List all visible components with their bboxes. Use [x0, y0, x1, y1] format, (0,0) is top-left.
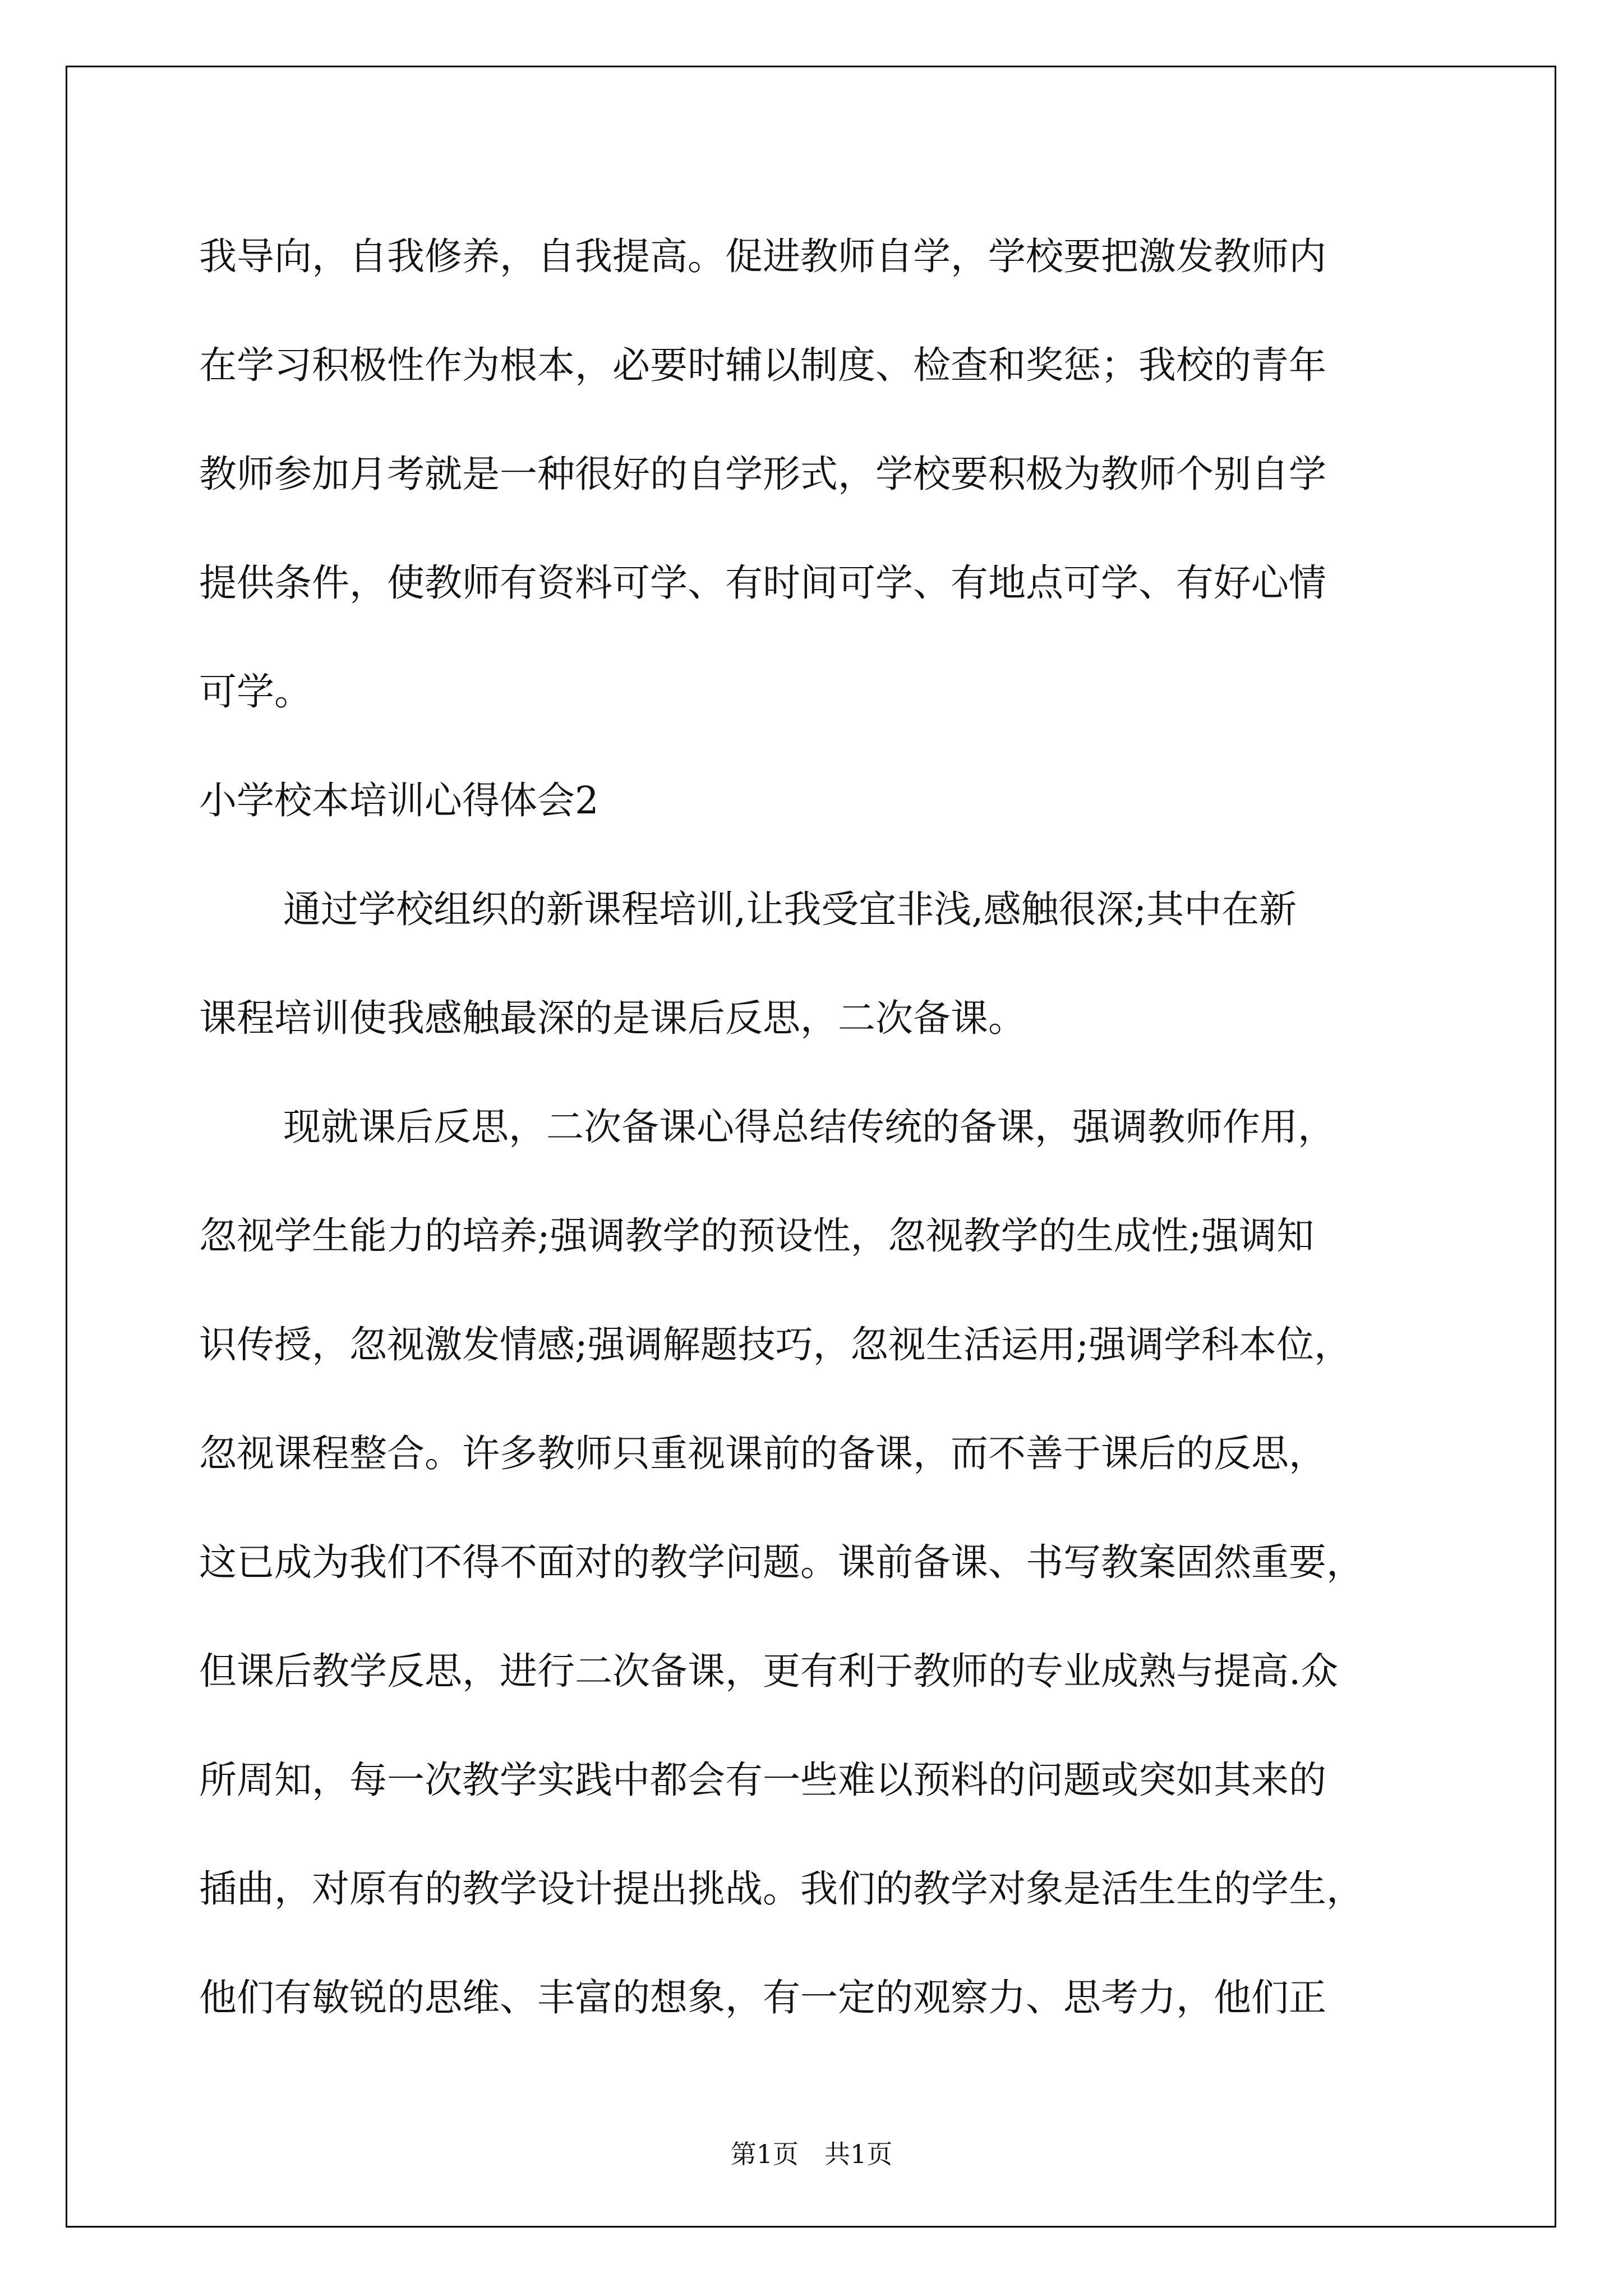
text-line: 教师参加月考就是一种很好的自学形式，学校要积极为教师个别自学	[199, 452, 1326, 496]
section-title: 小学校本培训心得体会2	[199, 779, 599, 822]
text-line: 忽视课程整合。许多教师只重视课前的备课，而不善于课后的反思，	[199, 1432, 1326, 1475]
text-line: 我导向，自我修养，自我提高。促进教师自学，学校要把激发教师内	[199, 234, 1326, 278]
paragraph-2	[199, 855, 1422, 1073]
text-line: 通过学校组织的新课程培训,让我受宜非浅,感触很深;其中在新	[283, 887, 1297, 931]
text-line: 插曲，对原有的教学设计提出挑战。我们的教学对象是活生生的学生，	[199, 1867, 1364, 1911]
text-line: 识传授，忽视激发情感;强调解题技巧，忽视生活运用;强调学科本位，	[199, 1323, 1352, 1366]
text-line: 但课后教学反思，进行二次备课，更有利于教师的专业成熟与提高.众	[199, 1649, 1339, 1693]
paragraph-3	[199, 1073, 1422, 2052]
paragraph-1	[199, 202, 1422, 746]
text-line: 课程培训使我感触最深的是课后反思，二次备课。	[199, 996, 1026, 1040]
text-line: 他们有敏锐的思维、丰富的想象，有一定的观察力、思考力，他们正	[199, 1976, 1326, 2019]
text-line: 忽视学生能力的培养;强调教学的预设性，忽视教学的生成性;强调知	[199, 1214, 1315, 1258]
text-line: 这已成为我们不得不面对的教学问题。课前备课、书写教案固然重要，	[199, 1540, 1364, 1584]
document-body	[199, 202, 1422, 2052]
page-number-footer: 第1页 共1页	[730, 2139, 893, 2169]
text-line: 在学习积极性作为根本，必要时辅以制度、检查和奖惩；我校的青年	[199, 343, 1326, 387]
text-line: 可学。	[199, 670, 312, 714]
text-line: 所周知，每一次教学实践中都会有一些难以预料的问题或突如其来的	[199, 1758, 1326, 1802]
text-line: 提供条件，使教师有资料可学、有时间可学、有地点可学、有好心情	[199, 561, 1326, 605]
text-line: 现就课后反思，二次备课心得总结传统的备课，强调教师作用，	[283, 1105, 1335, 1149]
